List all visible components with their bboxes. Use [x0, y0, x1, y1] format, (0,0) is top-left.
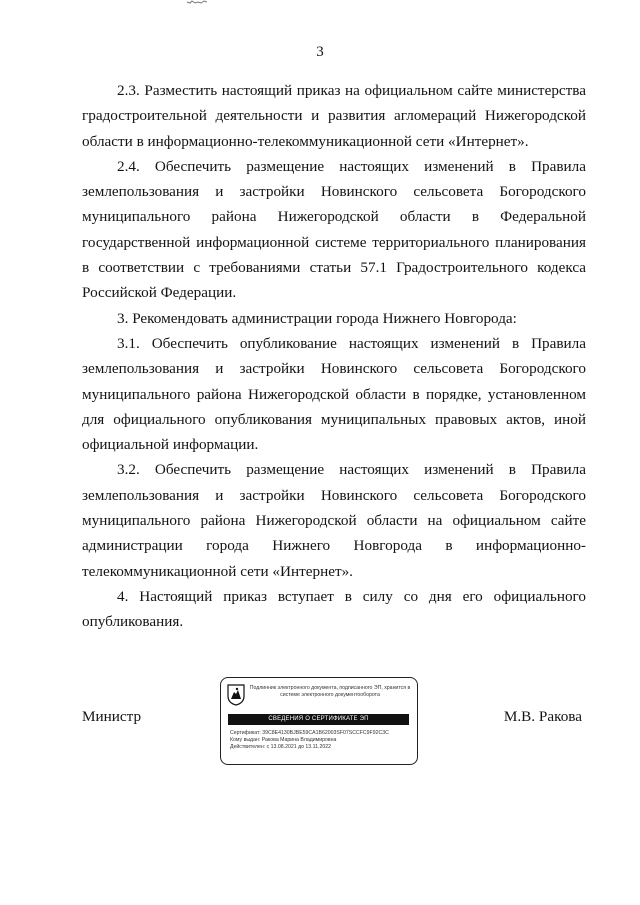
certificate-row	[230, 730, 412, 737]
document-body	[82, 78, 586, 635]
scan-artifact-mark	[186, 0, 208, 5]
coat-of-arms-icon	[227, 684, 245, 706]
validity-label: Действителен:	[230, 744, 266, 751]
certificate-value: 39C8E4130BJBE59CA1B62003SF07SCCFC9F92C3C	[262, 730, 389, 736]
signatory-name: М.В. Ракова	[503, 708, 582, 725]
paragraph-3-2: 3.2. Обеспечить размещение настоящих изменений в Правила землепользования и застройки Новинского сельсовета Богородского муниципального района Нижегородской области на официальном сайте администрации города Нижнего Новгорода в информационно-телекоммуникационной сети «Интернет».	[82, 461, 586, 580]
paragraph-4: 4. Настоящий приказ вступает в силу со дня его официального опубликования.	[82, 587, 586, 631]
paragraph-2-3: 2.3. Разместить настоящий приказ на официальном сайте министерства градостроительной деятельности и развития агломераций Нижегородской области в информационно-телекоммуникационной сети «Интернет».	[82, 82, 586, 150]
validity-value: с 13.08.2021 до 13.11.2022	[266, 744, 331, 751]
issued-to-label: Кому выдан:	[230, 737, 261, 744]
page-number: 3	[316, 44, 324, 60]
signatory-position: Министр	[82, 708, 142, 725]
paragraph-2-4: 2.4. Обеспечить размещение настоящих изменений в Правила землепользования и застройки Новинского сельсовета Богородского муниципального района Нижегородской области в Федеральной государственной информационной системе территориального планирования в соответствии с требованиями статьи 57.1 Градостроительного кодекса Российской Федерации.	[82, 157, 586, 302]
paragraph-3: 3. Рекомендовать администрации города Нижнего Новгорода:	[117, 309, 517, 327]
electronic-signature-stamp	[220, 677, 418, 765]
certificate-label: Сертификат:	[230, 730, 261, 736]
certificate-details	[230, 730, 412, 752]
validity-row	[230, 744, 412, 751]
paragraph-3-1: 3.1. Обеспечить опубликование настоящих изменений в Правила землепользования и застройки Новинского сельсовета Богородского муниципального района Нижегородской области в порядке, установленном для официального опубликования муниципальных правовых актов, иной официальной информации.	[82, 334, 586, 454]
stamp-notice: Подлинник электронного документа, подписанного ЭП, хранится в системе электронного документооборота	[249, 685, 411, 698]
issued-to-value: Ракова Марина Владимировна	[261, 737, 337, 744]
stamp-header: СВЕДЕНИЯ О СЕРТИФИКАТЕ ЭП	[228, 714, 409, 725]
